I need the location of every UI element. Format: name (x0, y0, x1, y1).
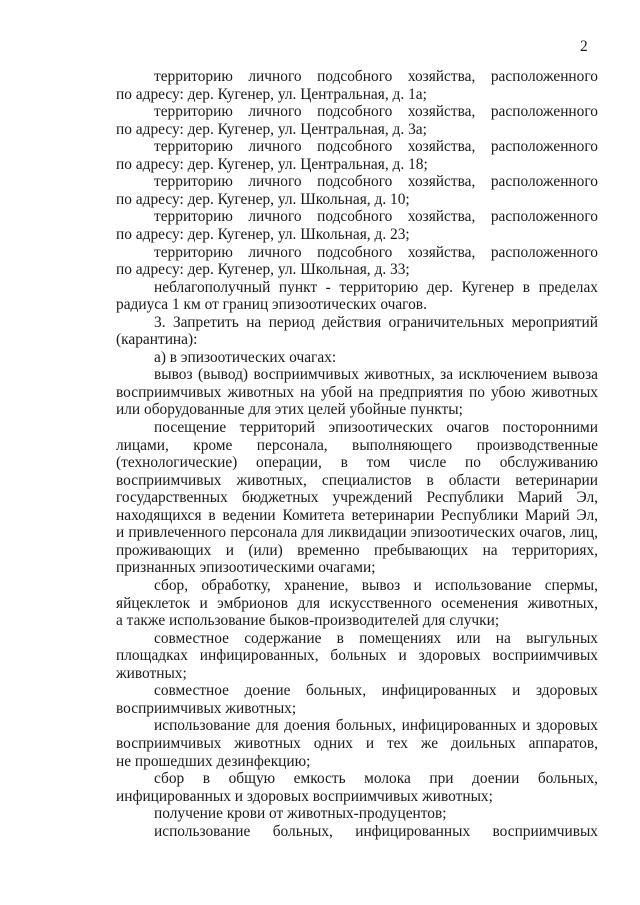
page-number: 2 (580, 38, 588, 55)
text-line: по адресу: дер. Кугенер, ул. Школьная, д. 33; (116, 261, 410, 279)
text-line: сбор в общую емкость молока при доении больных, (154, 770, 598, 787)
text-line: или оборудованные для этих целей убойные пункты; (116, 401, 463, 419)
text-line: получение крови от животных-продуцентов; (154, 805, 447, 823)
text-line: территорию личного подсобного хозяйства, расположенного (154, 173, 598, 191)
text-line: неблагополучный пункт - территорию дер. Кугенер в пределах (154, 278, 598, 296)
text-line: 3. Запретить на период действия ограничительных мероприятий (154, 313, 598, 331)
text-line: вывоз (вывод) восприимчивых животных, за исключением вывоза (154, 366, 598, 384)
text-line: совместное доение больных, инфицированных и здоровых (154, 682, 598, 700)
text-line: площадках инфицированных, больных и здоровых восприимчивых (116, 647, 598, 665)
text-line: посещение территорий эпизоотических очагов посторонними (154, 419, 598, 436)
text-line: восприимчивых животных одних и тех же доильных аппаратов, (116, 734, 598, 752)
text-line: территорию личного подсобного хозяйства, расположенного (154, 138, 598, 156)
text-line: (технологические) операции, в том числе по обслуживанию (116, 454, 598, 472)
text-line: восприимчивых животных на убой на предприятия по убою животных (116, 383, 598, 401)
text-line: проживающих и (или) временно пребывающих на территориях, (116, 541, 598, 559)
text-line: а) в эпизоотических очагах: (154, 348, 337, 366)
text-line: а также использование быков-производителей для случки; (116, 612, 500, 630)
text-line: территорию личного подсобного хозяйства, расположенного (154, 208, 598, 226)
text-line: территорию личного подсобного хозяйства, расположенного (154, 103, 598, 121)
text-line: не прошедших дезинфекцию; (116, 752, 311, 770)
text-line: использование для доения больных, инфицированных и здоровых (154, 717, 598, 735)
text-line: восприимчивых животных, специалистов в области ветеринарии (116, 471, 598, 489)
text-line: животных; (116, 664, 187, 682)
text-line: радиуса 1 км от границ эпизоотических очагов. (116, 296, 427, 314)
text-line: признанных эпизоотическими очагами; (116, 559, 376, 577)
text-line: находящихся в ведении Комитета ветеринарии Республики Марий Эл, (116, 506, 598, 524)
text-line: территорию личного подсобного хозяйства, расположенного (154, 243, 598, 261)
text-line: инфицированных и здоровых восприимчивых животных; (116, 787, 493, 805)
text-line: (карантина): (116, 331, 198, 349)
text-line: по адресу: дер. Кугенер, ул. Центральная, д. 18; (116, 155, 428, 173)
text-line: использование больных, инфицированных восприимчивых (154, 822, 598, 840)
text-line: по адресу: дер. Кугенер, ул. Школьная, д. 10; (116, 190, 410, 208)
text-line: совместное содержание в помещениях или на выгульных (154, 629, 598, 647)
text-line: по адресу: дер. Кугенер, ул. Центральная, д. 3а; (116, 120, 427, 138)
text-line: сбор, обработку, хранение, вывоз и использование спермы, (154, 577, 598, 594)
text-line: лицами, кроме персонала, выполняющего производственные (116, 436, 598, 454)
text-line: государственных бюджетных учреждений Республики Марий Эл, (116, 489, 598, 507)
text-line: по адресу: дер. Кугенер, ул. Школьная, д. 23; (116, 226, 410, 243)
text-line: территорию личного подсобного хозяйства, расположенного (154, 68, 598, 85)
text-line: яйцеклеток и эмбрионов для искусственного осеменения животных, (116, 594, 598, 612)
text-line: по адресу: дер. Кугенер, ул. Центральная, д. 1а; (116, 85, 427, 103)
text-line: и привлеченного персонала для ликвидации эпизоотических очагов, лиц, (116, 524, 598, 542)
text-line: восприимчивых животных; (116, 699, 297, 717)
